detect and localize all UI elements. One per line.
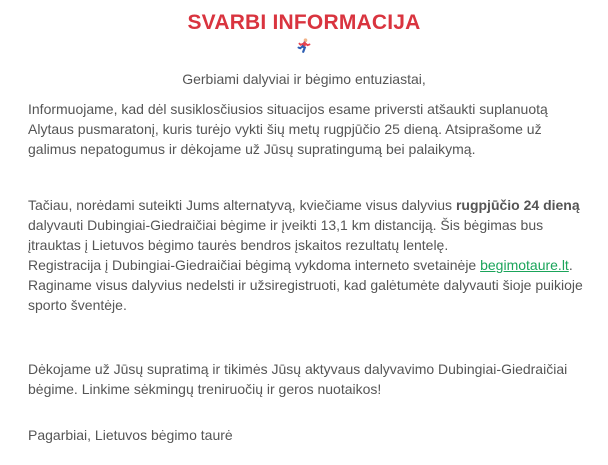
signature: Pagarbiai, Lietuvos bėgimo taurė	[28, 427, 233, 443]
alternative-paragraph	[28, 195, 593, 315]
runner-icon	[0, 38, 608, 56]
cancellation-paragraph: Informuojame, kad dėl susiklosčiusios situacijos esame priversti atšaukti suplanuotą Alytaus pusmaratonį, kuris turėjo vykti šių metų rugpjūčio 25 dieną. Atsiprašome už galimus nepatogumus ir dėkojame už Jūsų supratingumą bei palaikymą.	[28, 101, 548, 157]
closing-call: Raginame visus dalyvius nedelsti ir užsiregistruoti, kad galėtumėte dalyvauti šioje puikioje sporto šventėje.	[28, 277, 583, 313]
thanks-paragraph: Dėkojame už Jūsų supratimą ir tikimės Jūsų aktyvaus dalyvavimo Dubingiai-Giedraičiai bėgime. Linkime sėkmingų treniruočių ir geros nuotaikos!	[28, 361, 568, 397]
alternative-date: rugpjūčio 24 dieną	[455, 197, 580, 213]
registration-period: .	[568, 257, 573, 273]
greeting: Gerbiami dalyviai ir bėgimo entuziastai,	[182, 71, 426, 87]
registration-text: Registracija į Dubingiai-Giedraičiai bėgimą vykdoma interneto svetainėje	[28, 257, 481, 273]
page-title: SVARBI INFORMACIJA	[187, 11, 421, 34]
alternative-details: dalyvauti Dubingiai-Giedraičiai bėgime ir įveikti 13,1 km distanciją. Šis bėgimas bus įtrauktas į Lietuvos bėgimo taurės bendros įskaitos rezultatų lentelę.	[28, 217, 544, 253]
alternative-intro: Tačiau, norėdami suteikti Jums alternatyvą, kviečiame visus dalyvius	[28, 197, 456, 213]
registration-link[interactable]: begimotaure.lt	[480, 257, 569, 273]
